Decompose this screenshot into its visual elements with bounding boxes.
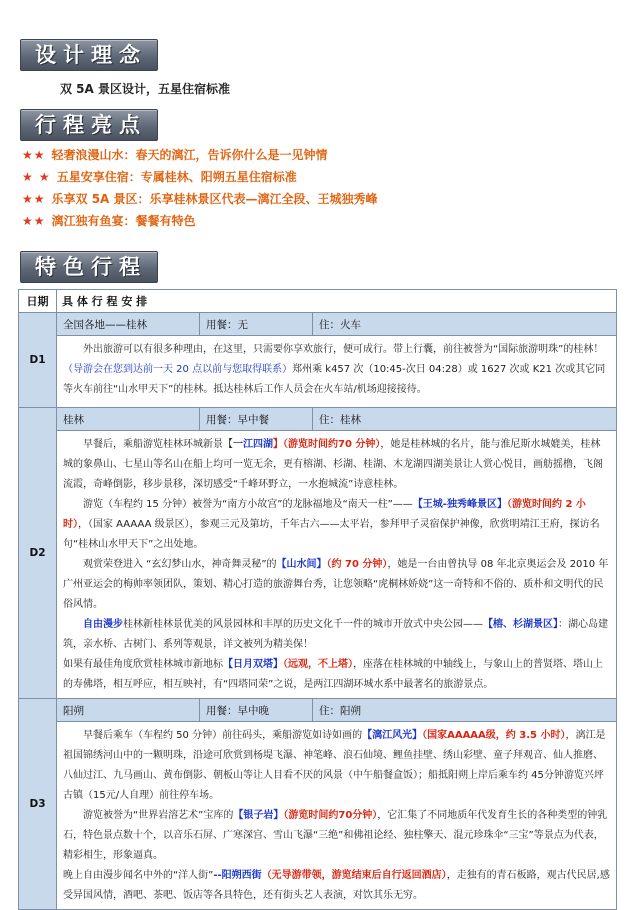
star-icon: ★★ [22,148,46,162]
attraction-name: 【榕、杉湖景区】 [483,619,558,630]
design-concept-banner [20,40,158,70]
star-icon: ★★ [22,214,46,228]
duration-note: （游览时间约70分钟） [283,810,378,821]
day-summary-row [19,313,617,336]
free-time-note: 自由漫步 [83,619,123,630]
highlight-text: 轻奢浪漫山水：春天的漓江，告诉你什么是一见钟情 [51,148,328,162]
highlight-item [22,166,622,188]
day-description: 早餐后，乘船游览桂林环城新景【一江四湖】（游览时间约70 分钟），她是桂林城的名片，能与淮尼斯水城媲美，桂林城的象鼻山、七星山等名山在船上均可一览无余，更有榕湖、杉湖、桂湖、木龙湖四湖美景让人赏心悦目，画舫摇橹，飞阁流霞，奇峰倒影，移步景移，深切感受“千峰环野立，一水抱城流”诗意桂林。 游览（车程约 15 分钟）被誉为“南方小故宫”的龙脉福地及“南天一柱”——【王城-独秀峰景区】（游览时间约 2 小时），（国家 AAAAA 级景区），参观三元及第坊，千年古六——太平岩，参拜甲子灵宿保护神像，欣赏明靖江王府，探访名句“桂林山水甲天下”之出处地。 观赏荣登进入 “玄幻梦山水，神奇舞灵秘”的【山水间】（约 70 分钟），她是一台由曾执导 08 年北京奥运会及 2010 年广州亚运会的梅帅率领团队，策划、精心打造的旅游舞台秀，让您领略“虎桐林娇娆”这一奇特和不俗的、质朴和文明代的民俗风情。 自由漫步桂林新桂林景优美的风景园林和丰厚的历史文化千一件的城市开放式中央公园——【榕、杉湖景区】：湖心岛建筑，亲水桥、古树门、系列等观景，详文被列为精美保！ 如果有最佳角度欣赏桂林城市新地标【日月双塔】（远观，不上塔），座落在桂林城的中轴线上，与象山上的普贤塔、塔山上的寿佛塔，相互呼应，相互映衬，有“四塔同荣”之说，是两江四湖环城水系中最著名的旅游景点。 [57,431,617,699]
duration-note: （远观，不上塔） [283,659,353,670]
itinerary-banner [20,252,158,282]
meal-cell: 用餐：早中晚 [200,699,313,722]
attraction-name: --阳朔西街 [213,870,262,881]
attraction-name: 【王城-独秀峰景区】 [412,499,507,510]
highlight-text: 五星安享住宿：专属桂林、阳朔五星住宿标准 [56,170,297,184]
highlight-text: 漓江独有鱼宴：餐餐有特色 [51,214,196,228]
concept-text: 双 5A 景区设计，五星住宿标准 [60,82,230,96]
duration-note: 】（游览时间约70 分钟） [273,439,381,450]
highlight-item [22,188,622,210]
star-icon: ★ ★ [22,170,51,184]
day-summary-row [19,699,617,722]
attraction-name: 一江四湖 [233,439,273,450]
highlights-list [22,144,622,232]
header-date: 日期 [19,290,57,313]
meal-cell: 用餐：无 [200,313,313,336]
route-cell: 全国各地——桂林 [57,313,200,336]
stay-cell: 住：桂林 [313,408,617,431]
highlight-item [22,210,622,232]
day-detail-row [19,336,617,408]
guide-note: （导游会在您到达前一天 20 点以前与您取得联系） [63,364,293,375]
duration-note: （约 70 分钟） [326,559,388,570]
day-detail-row [19,722,617,910]
day-label: D3 [19,699,57,910]
section-title-concept: 设计理念 [20,39,158,71]
highlight-item [22,144,622,166]
route-cell: 阳朔 [57,699,200,722]
attraction-name: 【漓江风光】 [362,730,423,741]
day-description: 早餐后乘车（车程约 50 分钟）前往码头，乘船游览如诗如画的【漓江风光】（国家AAAAA级，约 3.5 小时），漓江是祖国锦绣河山中的一颗明珠，沿途可欣赏到杨堤飞瀑、神笔峰、浪石仙境、鲤鱼挂壁、绣山彩壁、童子拜观音、仙人推磨、八仙过江、九马画山、黄布倒影、朝板山等让人目看不厌的风景（中午船餐盒饭）；船抵阳朔上岸后乘车约 45分钟游览兴坪古镇（15元/人自理）前往停车场。 游览被誉为“世界岩溶艺术”宝库的【银子岩】（游览时间约70分钟），它汇集了不同地质年代发育生长的各种类型的钟乳石，特色景点数十个，以音乐石屏、广寒深宫、雪山飞瀑“三绝”和佛祖论经、独柱擎天、混元珍珠伞“三宝”等景点为代表，精彩相生，形象逼真。 晚上自由漫步闻名中外的“洋人街”--阳朔西街（无导游带领，游览结束后自行返回酒店），走独有的青石板路，观古代民居,感受异国风情，酒吧、茶吧、饭店等各具特色，还有街头艺人表演，对饮其乐无穷。 [57,722,617,910]
section-title-itinerary: 特色行程 [20,251,158,283]
day-label: D1 [19,313,57,408]
star-icon: ★★ [22,192,46,206]
highlight-text: 乐享双 5A 景区：乐享桂林景区代表—漓江全段、王城独秀峰 [51,192,378,206]
day-detail-row [19,431,617,699]
day-description: 外出旅游可以有很多种理由，在这里，只需要你享欢旅行，便可成行。带上行囊，前往被誉为“国际旅游明珠”的桂林！（导游会在您到达前一天 20 点以前与您取得联系）郑州乘 k457 次（10:45-次日 04:28）或 1627 次或 K21 次或其它同等火车前往“山水甲天下”的桂林。抵达桂林后工作人员会在火车站/机场迎接接待。 [57,336,617,408]
section-title-highlights: 行程亮点 [20,109,158,141]
attraction-name: 【日月双塔】 [223,659,283,670]
attraction-name: 【山水间】 [276,559,327,570]
stay-cell: 住：火车 [313,313,617,336]
attraction-name: 【银子岩】 [233,810,284,821]
header-plan: 具 体 行 程 安 排 [57,290,617,313]
highlights-banner [20,110,158,140]
day-summary-row [19,408,617,431]
route-cell: 桂林 [57,408,200,431]
duration-note: （国家AAAAA级，约 3.5 小时） [422,730,566,741]
duration-note: （游览时间约 2 小时） [63,499,586,530]
stay-cell: 住：阳朔 [313,699,617,722]
duration-note: （无导游带领，游览结束后自行返回酒店） [261,870,447,881]
itinerary-table [18,289,617,910]
meal-cell: 用餐：早中餐 [200,408,313,431]
day-label: D2 [19,408,57,699]
table-header-row [19,290,617,313]
